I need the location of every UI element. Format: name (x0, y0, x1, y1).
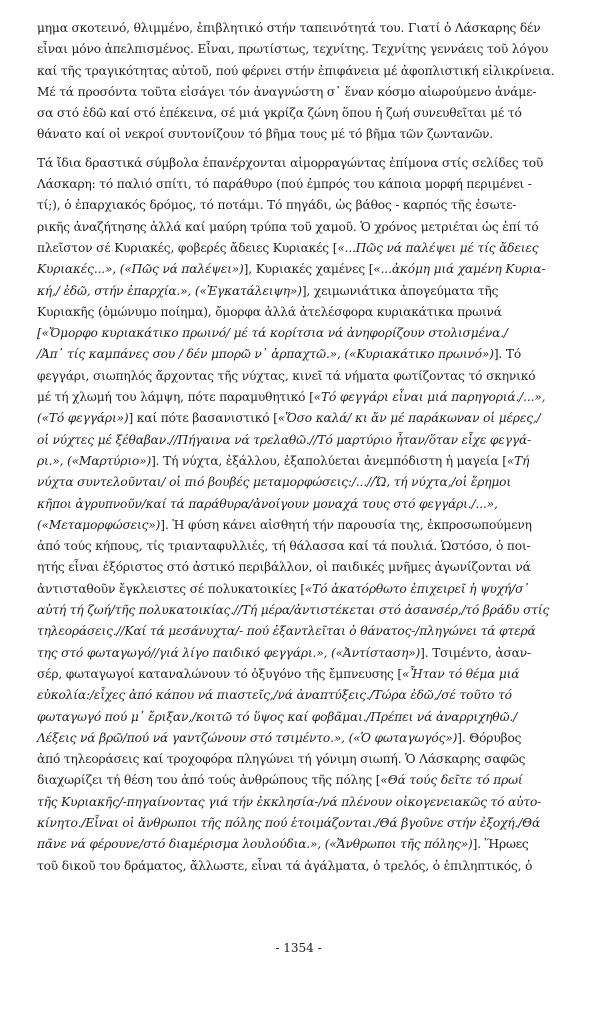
text-line (37, 366, 569, 387)
text-line (37, 259, 569, 280)
quoted-verse-segment: Λέξεις νά βρῶ/πού νά γαντζώνουν στό τσιμέντο.», («Ὁ φωταγωγός») (37, 730, 458, 745)
text-segment: εἶναι μόνο ἀπελπισμένος. Εἶναι, πρωτίστως, τεχνίτης. Τεχνίτης γεννάεις τοῦ λόγου (37, 42, 549, 57)
text-line (37, 451, 569, 472)
text-segment: ]. Τή νύχτα, ἐξάλλου, ἐξαπολύεται ἀνεμπόδιστη ἡ μαγεία [ (151, 453, 507, 468)
quoted-verse-segment: εὐκολία:/εἶχες ἀπό κάπου νά πιαστεῖς,/νά ἀναπτύξεις./Τώρα ἐδῶ,/σέ τοῦτο τό (37, 688, 512, 703)
quoted-verse-segment: νύχτα συντελοῦνται/ οἱ πιό βουβές μεταμορφώσεις:/...//Ὤ, τή νύχτα,/οἱ ἔρημοι (37, 475, 511, 490)
text-line (37, 124, 569, 145)
quoted-verse-segment: («Τό φεγγάρι») (37, 411, 129, 426)
quoted-verse-segment: («Μεταμορφώσεις») (37, 517, 161, 532)
text-segment: Λάσκαρη: τό παλιό σπίτι, τό παράθυρο (πού ἐμπρός του κάποια μορφή περιμένει - (37, 177, 532, 192)
text-segment: μέ τή χλωμή του λάμψη, πότε παραμυθητικό [ (37, 390, 314, 405)
text-line (37, 103, 569, 124)
quoted-verse-segment: «Τό ἀκατόρθωτο ἐπιχειρεῖ ἡ ψυχή/σ᾽ (304, 581, 530, 596)
text-line (37, 536, 569, 557)
text-line (37, 61, 569, 82)
text-line (37, 515, 569, 536)
text-line (37, 749, 569, 770)
text-line (37, 323, 569, 344)
quoted-verse-segment: /Ἀπ᾽ τίς καμπάνες σου / δέν μπορῶ ν᾽ ἁρπαχτῶ.», («Κυριακάτικο πρωινό») (37, 347, 494, 362)
quoted-verse-segment: της στό φωταγωγό//γιά λίγο παιδικό φεγγάρι.», («Ἀντίσταση») (37, 645, 421, 660)
text-line (37, 600, 569, 621)
text-line (37, 344, 569, 365)
quoted-verse-segment: κίνητο./Εἶναι οἱ ἄνθρωποι τῆς πόλης πού ἑτοιμάζονται./Θά βγοῦνε στήν ἐξοχή./Θά (37, 815, 541, 830)
paragraph (37, 153, 569, 877)
text-line (37, 621, 569, 642)
text-segment: σέρ, φωταγωγοί καταναλώνουν τό ὀξυγόνο τῆς ἔμπνευσης [ (37, 666, 403, 681)
quoted-verse-segment: «Ἦταν τό θέμα μιά (402, 666, 520, 681)
text-line (37, 792, 569, 813)
quoted-verse-segment: ρι.», («Μαρτύριο») (37, 453, 152, 468)
quoted-verse-segment: «...Πῶς νά παλέψει μέ τίς ἄδειες (337, 240, 539, 255)
quoted-verse-segment: αὐτή τή ζωή/τῆς πολυκατοικίας.//Τή μέρα/ἀντιστέκεται στό ἀσανσέρ,/τό βράδυ στίς (37, 603, 550, 618)
text-segment: ἀπό τηλεοράσεις καί τροχοφόρα πληγώνει τή γόνιμη σιωπή. Ὁ Λάσκαρης σαφῶς (37, 752, 526, 767)
text-line (37, 387, 569, 408)
quoted-verse-segment: «Ὅσο καλά/ κι ἄν μέ παράκωναν οἱ μέρες,/ (277, 411, 541, 426)
text-line (37, 707, 569, 728)
text-line (37, 430, 569, 451)
text-segment: (ὁμώνυμο ποίημα), ὄμορφα ἀλλά ἀτελέσφορα κυριακάτικα πρωινά (94, 304, 502, 319)
text-segment: ]. Θόρυβος (457, 730, 522, 745)
quoted-verse-segment: «Θά τούς δεῖτε τό πρωί (380, 773, 523, 788)
quoted-verse-segment: οἱ νύχτες μέ ξέθαβαν.//Πήγαινα νά τρελαθῶ.//Τό μαρτύριο ἦταν/ὅταν εἶχε φεγγά- (37, 432, 532, 447)
text-line (37, 18, 569, 39)
text-line (37, 728, 569, 749)
quoted-verse-segment: [«Ὄμορφο κυριακάτικο πρωινό/ μέ τά κορίτσια νά ἀνηφορίζουν στολισμένα./ (37, 326, 508, 341)
text-line (37, 472, 569, 493)
text-segment: τί;), ὁ ἐπαρχιακός δρόμος, τό ποτάμι. Τό πηγάδι, ὡς βάθος - καρπός τῆς ἐσωτε- (37, 198, 517, 213)
quoted-verse-segment: «...ἀκόμη μιά χαμένη Κυρια- (373, 262, 546, 277)
text-segment: τοῦ δικοῦ του δράματος, ἄλλωστε, εἶναι τά ἀγάλματα, ὁ τρελός, ὁ ἐπιληπτικός, ὁ (37, 858, 533, 873)
quoted-verse-segment: πᾶνε νά φέρουνε/στό διαμέρισμα λουλούδια.», («Ἄνθρωποι τῆς πόλης») (37, 837, 473, 852)
quoted-verse-segment: «Τό φεγγάρι εἶναι μιά παρηγοριά./...», (313, 390, 546, 405)
body-text (37, 18, 569, 877)
text-line (37, 494, 569, 515)
text-segment: καί τῆς τραγικότητας αὐτοῦ, πού φέρνει στήν ἐπιφάνεια μέ ἀφοπλιστική εἰλικρίνεια. (37, 63, 555, 78)
quoted-verse-segment: τηλεοράσεις.//Καί τά μεσάνυχτα/- πού ἐξαντλεῖται ὁ θάνατος-/πληγώνει τά φτερά (37, 624, 536, 639)
text-segment: Μέ τά προσόντα τοῦτα εἰσάγει τόν ἀναγνώστη σ᾽ ἕναν κόσμο αἰωρούμενο ἀνάμε- (37, 84, 537, 99)
text-line (37, 153, 569, 174)
paragraph (37, 18, 569, 146)
quoted-verse-segment: τῆς Κυριακῆς/-πηγαίνοντας γιά τήν ἐκκλησία-/νά πλένουν οἰκογενειακῶς τό αὐτο- (37, 794, 542, 809)
text-segment: ] καί πότε βασανιστικό [ (128, 411, 278, 426)
text-segment: ἀντισταθοῦν ἔγκλειστες σέ πολυκατοικίες [ (37, 581, 305, 596)
text-segment: ]. Ἡ φύση κάνει αἰσθητή τήν παρουσία της, ἐκπροσωπούμενη (160, 517, 532, 532)
text-line (37, 856, 569, 877)
text-segment: ]. Τό (493, 347, 522, 362)
text-line (37, 281, 569, 302)
text-segment: ]. Τσιμέντο, ἀσαν- (420, 645, 531, 660)
text-line (37, 174, 569, 195)
quoted-verse-segment: Κυριακές...», («Πῶς νά παλέψει») (37, 262, 244, 277)
text-segment: πλεῖστον σέ Κυριακές, φοβερές ἄδειες Κυριακές [ (37, 240, 338, 255)
text-segment: Κυριακῆς (37, 304, 95, 319)
text-line (37, 770, 569, 791)
text-segment: θάνατο καί οἱ νεκροί συντονίζουν τό βῆμα τους μέ τό βῆμα τῶν ζωντανῶν. (37, 127, 494, 142)
text-segment: ἀπό τούς κήπους, τίς τριανταφυλλιές, τή θάλασσα καί τά πουλιά. Ὡστόσο, ὁ ποι- (37, 539, 531, 554)
text-line (37, 557, 569, 578)
text-line (37, 195, 569, 216)
text-line (37, 834, 569, 855)
text-segment: ], Κυριακές χαμένες [ (243, 262, 374, 277)
text-line (37, 685, 569, 706)
text-segment: ητής εἶναι ἐξόριστος στό ἀστικό περιβάλλον, οἱ παιδικές μνῆμες ἀγωνίζονται νά (37, 560, 531, 575)
text-segment: διαχωρίζει τή θέση του ἀπό τούς ἀνθρώπους τῆς πόλης [ (37, 773, 381, 788)
text-line (37, 408, 569, 429)
text-line (37, 643, 569, 664)
text-segment: Τά ἴδια δραστικά σύμβολα ἐπανέρχονται αἱμορραγώντας ἐπίμονα στίς σελίδες τοῦ (37, 155, 544, 170)
text-line (37, 302, 569, 323)
text-segment: ], χειμωνιάτικα ἀπογεύματα τῆς (301, 283, 499, 298)
text-segment: σα στό ἐδῶ καί στό ἐπέκεινα, σέ μιά γκρίζα ζώνη ὅπου ἡ ζωή συνευθεῖται μέ τό (37, 106, 522, 121)
text-line (37, 664, 569, 685)
text-line (37, 82, 569, 103)
quoted-verse-segment: «Τή (506, 453, 530, 468)
quoted-verse-segment: φωταγωγό πού μ᾽ ἔριξαν,/κοιτῶ τό ὕψος καί φοβᾶμαι./Πρέπει νά ἀναρριχηθῶ./ (37, 709, 518, 724)
text-line (37, 813, 569, 834)
text-line (37, 579, 569, 600)
text-segment: φεγγάρι, σιωπηλός ἄρχοντας τῆς νύχτας, κινεῖ τά νήματα φωτίζοντας τό σκηνικό (37, 368, 536, 383)
quoted-verse-segment: κή,/ ἐδῶ, στήν ἐπαρχία.», («Ἐγκατάλειψη») (37, 283, 302, 298)
text-segment: ]. Ἥρωες (472, 837, 529, 852)
text-line (37, 39, 569, 60)
text-segment: μημα σκοτεινό, θλιμμένο, ἐπιβλητικό στήν ταπεινότητά του. Γιατί ὁ Λάσκαρης δέν (37, 21, 541, 35)
quoted-verse-segment: κῆποι ἀγρυπνοῦν/καί τά παράθυρα/ἀνοίγουν μοναχά τους στό φεγγάρι./...», (37, 496, 498, 511)
text-segment: ρικῆς ἀναζήτησης ἀλλά καί μαύρη τρύπα τοῦ χαμοῦ. Ὁ χρόνος μετριέται ὡς ἐπί τό (37, 219, 539, 234)
text-line (37, 217, 569, 238)
text-line (37, 238, 569, 259)
page-number: - 1354 - (275, 941, 322, 955)
